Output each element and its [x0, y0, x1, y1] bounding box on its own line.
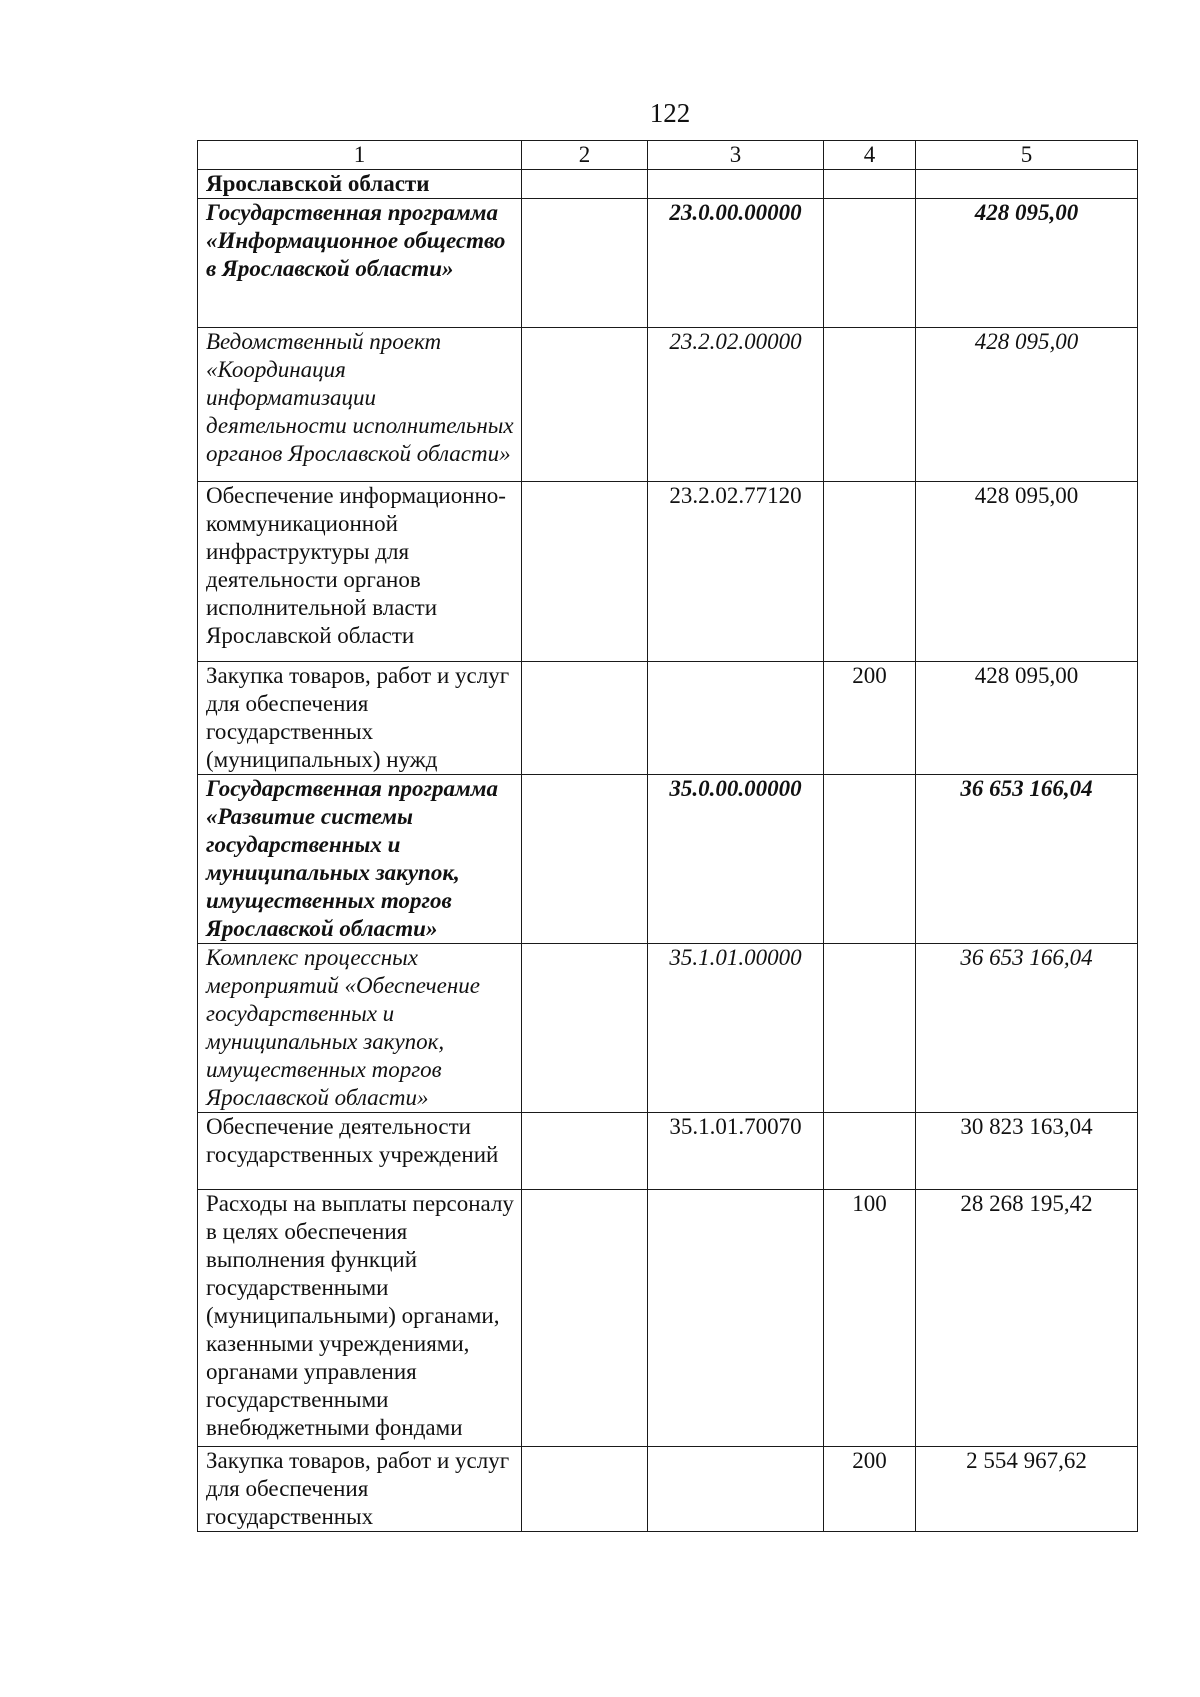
row-code-cell: [648, 1190, 824, 1447]
row-type-cell: [824, 328, 916, 482]
table-row: [198, 328, 1138, 482]
row-code-cell: 35.0.00.00000: [648, 775, 824, 944]
table-row: [198, 1190, 1138, 1447]
page-number: 122: [649, 98, 691, 128]
row-amount-cell: 428 095,00: [916, 199, 1138, 328]
row-type-cell: [824, 482, 916, 662]
row-name-cell: Ярославской области: [198, 170, 522, 199]
row-col2-cell: [522, 1190, 648, 1447]
row-type-cell: [824, 944, 916, 1113]
row-name-cell: Закупка товаров, работ и услуг для обеспечения государственных (муниципальных) нужд: [198, 662, 522, 775]
row-code-cell: 35.1.01.00000: [648, 944, 824, 1113]
row-name-cell: Расходы на выплаты персоналу в целях обеспечения выполнения функций государственными (муниципальными) органами, казенными учреждениями, органами управления государственными внебюджетными фондами: [198, 1190, 522, 1447]
row-col2-cell: [522, 328, 648, 482]
table-header-row: [198, 141, 1138, 170]
table-row: [198, 775, 1138, 944]
table-row: [198, 1447, 1138, 1532]
row-col2-cell: [522, 1113, 648, 1190]
row-amount-cell: 428 095,00: [916, 662, 1138, 775]
table-row: [198, 944, 1138, 1113]
row-col2-cell: [522, 775, 648, 944]
row-amount-cell: [916, 170, 1138, 199]
row-type-cell: [824, 199, 916, 328]
row-name-cell: Обеспечение деятельности государственных учреждений: [198, 1113, 522, 1190]
row-type-cell: 200: [824, 1447, 916, 1532]
row-amount-cell: 2 554 967,62: [916, 1447, 1138, 1532]
table-row: [198, 1113, 1138, 1190]
row-col2-cell: [522, 482, 648, 662]
row-amount-cell: 30 823 163,04: [916, 1113, 1138, 1190]
row-code-cell: 23.2.02.77120: [648, 482, 824, 662]
table-row: [198, 482, 1138, 662]
row-code-cell: [648, 1447, 824, 1532]
row-type-cell: [824, 170, 916, 199]
row-code-cell: 23.0.00.00000: [648, 199, 824, 328]
row-col2-cell: [522, 944, 648, 1113]
table-row: [198, 170, 1138, 199]
table-row: [198, 662, 1138, 775]
row-name-cell: Закупка товаров, работ и услуг для обеспечения государственных: [198, 1447, 522, 1532]
row-name-cell: Государственная программа «Развитие системы государственных и муниципальных закупок, имущественных торгов Ярославской области»: [198, 775, 522, 944]
column-header: 1: [198, 141, 522, 170]
row-name-cell: Обеспечение информационно-коммуникационной инфраструктуры для деятельности органов исполнительной власти Ярославской области: [198, 482, 522, 662]
table-row: [198, 199, 1138, 328]
row-type-cell: [824, 1113, 916, 1190]
row-col2-cell: [522, 1447, 648, 1532]
row-amount-cell: 428 095,00: [916, 328, 1138, 482]
row-amount-cell: 428 095,00: [916, 482, 1138, 662]
row-name-cell: Комплекс процессных мероприятий «Обеспечение государственных и муниципальных закупок, имущественных торгов Ярославской области»: [198, 944, 522, 1113]
row-col2-cell: [522, 199, 648, 328]
column-header: 2: [522, 141, 648, 170]
row-type-cell: 200: [824, 662, 916, 775]
row-code-cell: [648, 170, 824, 199]
row-code-cell: 35.1.01.70070: [648, 1113, 824, 1190]
column-header: 3: [648, 141, 824, 170]
row-type-cell: [824, 775, 916, 944]
row-code-cell: 23.2.02.00000: [648, 328, 824, 482]
row-col2-cell: [522, 170, 648, 199]
budget-table: [197, 140, 1138, 1532]
row-amount-cell: 28 268 195,42: [916, 1190, 1138, 1447]
row-amount-cell: 36 653 166,04: [916, 775, 1138, 944]
row-col2-cell: [522, 662, 648, 775]
row-amount-cell: 36 653 166,04: [916, 944, 1138, 1113]
row-name-cell: Ведомственный проект «Координация информатизации деятельности исполнительных органов Ярославской области»: [198, 328, 522, 482]
column-header: 4: [824, 141, 916, 170]
row-code-cell: [648, 662, 824, 775]
row-type-cell: 100: [824, 1190, 916, 1447]
column-header: 5: [916, 141, 1138, 170]
row-name-cell: Государственная программа «Информационное общество в Ярославской области»: [198, 199, 522, 328]
